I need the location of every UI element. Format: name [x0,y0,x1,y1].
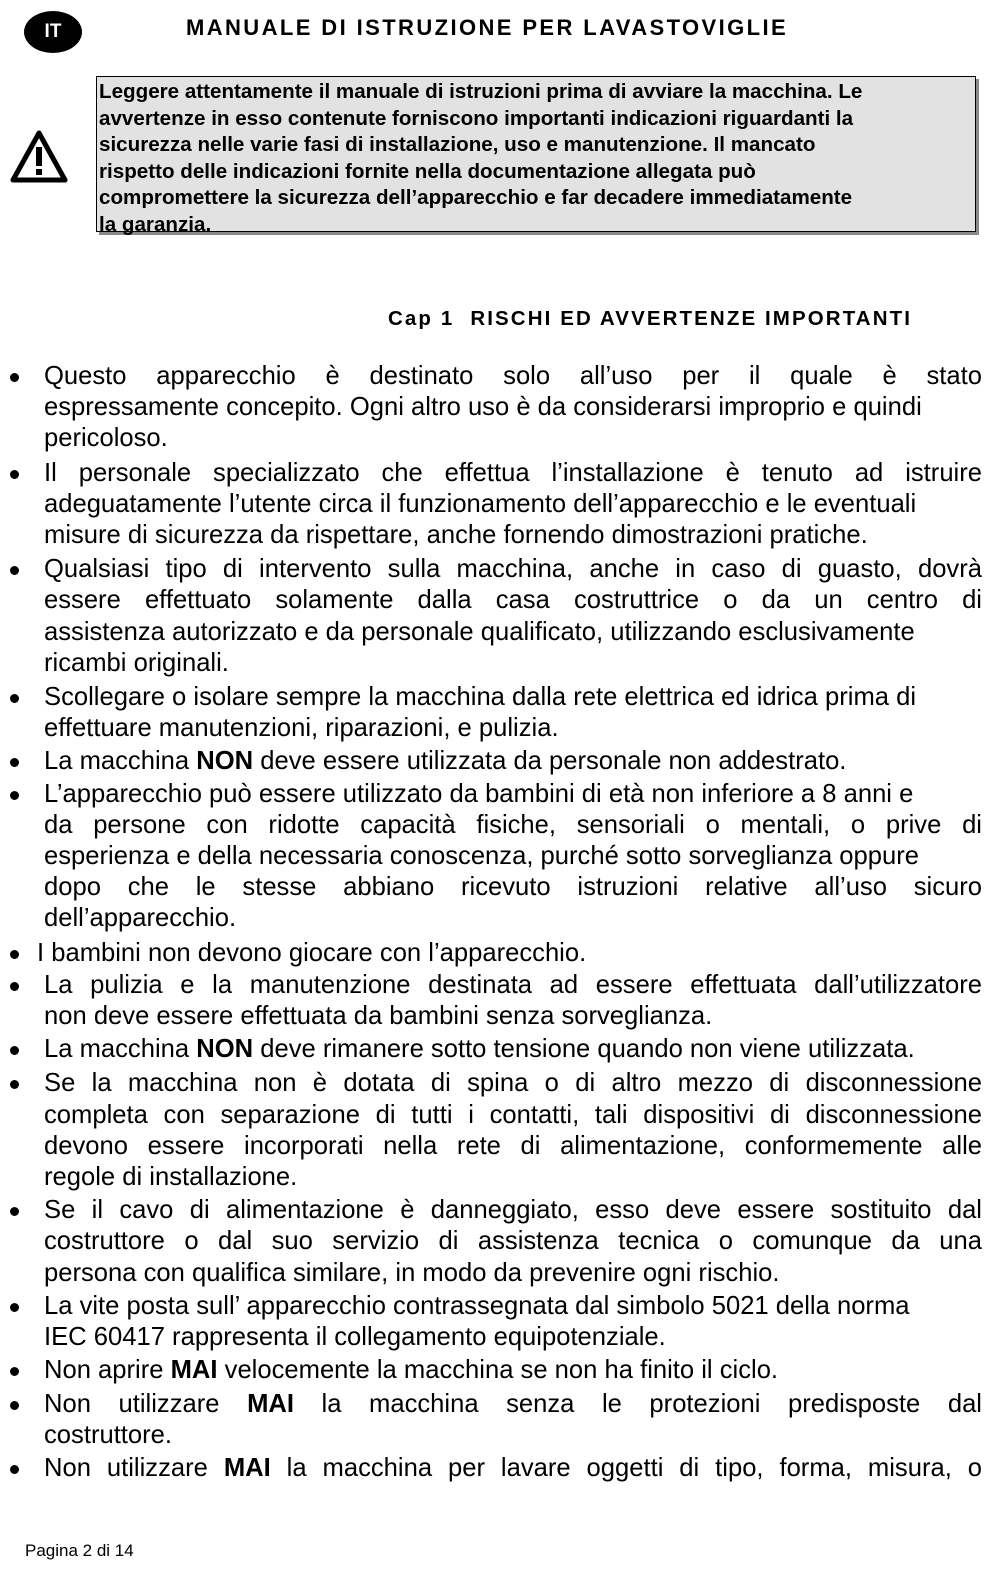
list-item-line: devono essere incorporati nella rete di alimentazione, conformemente alle [44,1131,982,1160]
list-item [0,1389,998,1451]
chapter-title: RISCHI ED AVVERTENZE IMPORTANTI [470,307,913,330]
page-number: Pagina 2 di 14 [25,1541,134,1560]
list-item-line: La vite posta sull’ apparecchio contrassegnata dal simbolo 5021 della norma [44,1291,910,1320]
list-item [0,361,998,455]
list-item-line: Qualsiasi tipo di intervento sulla macchina, anche in caso di guasto, dovrà [44,555,982,584]
list-item-line [44,1389,982,1420]
bullet-icon [10,982,19,991]
emphasis-text: MAI [170,1356,218,1385]
bullet-icon [10,1465,19,1474]
language-badge: IT [24,11,82,53]
bullet-icon [10,1046,19,1055]
bullet-icon [10,1207,19,1216]
list-item-line: da persone con ridotte capacità fisiche, sensoriali o mentali, o prive di [44,810,982,839]
list-item-line: I bambini non devono giocare con l’apparecchio. [37,938,587,967]
list-item-line: ricambi originali. [44,648,229,677]
chapter-heading [388,307,912,331]
bullet-icon [10,566,19,575]
list-item-line [44,1034,982,1065]
list-item-line [44,1453,982,1484]
bullet-icon [10,758,19,767]
list-item-line: adeguatamente l’utente circa il funzionamento dell’apparecchio e le eventuali [44,489,917,518]
bullet-icon [10,1367,19,1376]
list-item-line: espressamente concepito. Ogni altro uso è da considerarsi improprio e quindi [44,393,922,422]
warning-line: Leggere attentamente il manuale di istruzioni prima di avviare la macchina. Le [99,80,863,103]
warning-line: compromettere la sicurezza dell’apparecchio e far decadere immediatamente [99,186,853,209]
list-item [0,1355,998,1386]
bullet-icon [10,1080,19,1089]
list-item-line: dopo che le stesse abbiano ricevuto istruzioni relative all’uso sicuro [44,873,982,902]
list-item [0,1453,998,1484]
warning-line: avvertenze in esso contenute forniscono importanti indicazioni riguardanti la [99,106,854,130]
line-text: La macchina [44,1035,197,1064]
line-text: Non utilizzare [44,1453,224,1482]
list-item-line: regole di installazione. [44,1163,298,1192]
warning-triangle-icon [8,128,70,184]
emphasis-text: NON [196,1035,254,1064]
list-item [0,1034,998,1065]
bullet-icon [10,373,19,382]
list-item-line: effettuare manutenzioni, riparazioni, e pulizia. [44,714,559,743]
list-item-line: persona con qualifica similare, in modo da prevenire ogni rischio. [44,1258,780,1287]
line-text: velocemente la macchina se non ha finito il ciclo. [217,1356,779,1385]
warning-line: sicurezza nelle varie fasi di installazione, uso e manutenzione. Il mancato [99,133,816,156]
bullet-icon [10,950,19,959]
list-item-line: IEC 60417 rappresenta il collegamento equipotenziale. [44,1323,666,1352]
list-item-line: non deve essere effettuata da bambini senza sorveglianza. [44,1002,713,1031]
list-item [0,970,998,1032]
list-item-line: costruttore o dal suo servizio di assistenza tecnica o comunque da una [44,1227,982,1256]
line-text: la macchina senza le protezioni predisposte dal [293,1389,982,1418]
list-item-line: L’apparecchio può essere utilizzato da bambini di età non inferiore a 8 anni e [44,779,914,808]
list-item-line: completa con separazione di tutti i contatti, tali dispositivi di disconnessione [44,1100,982,1129]
list-item-line: essere effettuato solamente dalla casa costruttrice o da un centro di [44,586,982,615]
emphasis-text: MAI [223,1453,271,1482]
list-item-line: dell’apparecchio. [44,904,237,933]
list-item-line: Se il cavo di alimentazione è danneggiato, esso deve essere sostituito dal [44,1196,982,1225]
list-item-line: Il personale specializzato che effettua l’installazione è tenuto ad istruire [44,458,982,487]
list-item-line: Se la macchina non è dotata di spina o di altro mezzo di disconnessione [44,1069,982,1098]
list-item-line: esperienza e della necessaria conoscenza, purché sotto sorveglianza oppure [44,842,919,871]
bullet-icon [10,1401,19,1410]
list-item-line: pericoloso. [44,424,168,453]
line-text: deve rimanere sotto tensione quando non viene utilizzata. [253,1035,915,1064]
list-item [0,682,998,744]
line-text: Non utilizzare [44,1389,248,1418]
list-item [0,1291,998,1353]
list-item-line [44,1355,982,1386]
list-item-line: Scollegare o isolare sempre la macchina dalla rete elettrica ed idrica prima di [44,683,917,712]
list-item-line: La pulizia e la manutenzione destinata ad essere effettuata dall’utilizzatore [44,970,982,999]
list-item-line: Questo apparecchio è destinato solo all’uso per il quale è stato [44,362,982,390]
list-item [0,779,998,935]
warning-box [96,76,976,236]
list-item [0,1068,998,1193]
list-item-line [44,746,982,777]
document-title: MANUALE DI ISTRUZIONE PER LAVASTOVIGLIE [186,15,789,40]
list-item-line: costruttore. [44,1420,173,1449]
emphasis-text: NON [196,747,254,776]
bullet-icon [10,791,19,800]
line-text: La macchina [44,747,197,776]
list-item [0,1195,998,1289]
chapter-number: Cap 1 [388,307,455,330]
bullet-icon [10,694,19,703]
warnings-list [0,361,998,1484]
list-item-line: assistenza autorizzato e da personale qualificato, utilizzando esclusivamente [44,617,915,646]
line-text: deve essere utilizzata da personale non addestrato. [253,747,847,776]
line-text: Non aprire [44,1356,171,1385]
list-item [0,938,998,969]
line-text: la macchina per lavare oggetti di tipo, forma, misura, o [270,1453,982,1482]
warning-line: la garanzia. [99,212,212,236]
warning-line: rispetto delle indicazioni fornite nella documentazione allegata può [99,159,756,183]
list-item [0,458,998,552]
list-item-line: misure di sicurezza da rispettare, anche fornendo dimostrazioni pratiche. [44,521,868,550]
emphasis-text: MAI [247,1389,294,1418]
list-item [0,554,998,679]
bullet-icon [10,1303,19,1312]
list-item [0,746,998,777]
bullet-icon [10,470,19,479]
